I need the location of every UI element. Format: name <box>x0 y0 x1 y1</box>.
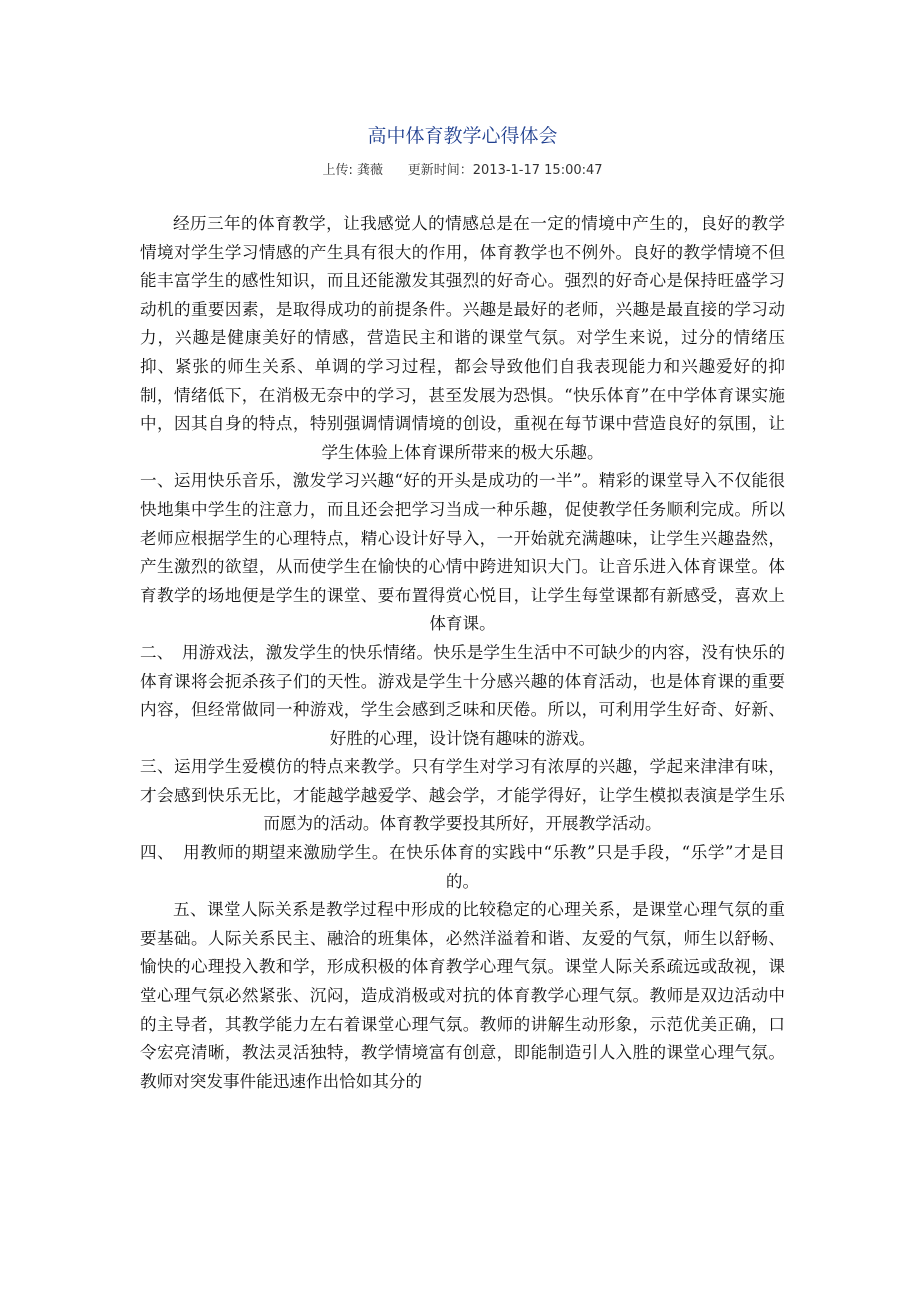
document-body <box>140 210 785 1096</box>
document-title: 高中体育教学心得体会 <box>367 125 558 147</box>
document-meta <box>140 161 785 181</box>
paragraph-intro: 经历三年的体育教学，让我感觉人的情感总是在一定的情境中产生的，良好的教学情境对学生学习情感的产生具有很大的作用，体育教学也不例外。良好的教学情境不但能丰富学生的感性知识，而且还能激发其强烈的好奇心。强烈的好奇心是保持旺盛学习动机的重要因素，是取得成功的前提条件。兴趣是最好的老师，兴趣是最直接的学习动力，兴趣是健康美好的情感，营造民主和谐的课堂气氛。对学生来说，过分的情绪压抑、紧张的师生关系、单调的学习过程，都会导致他们自我表现能力和兴趣爱好的抑制，情绪低下，在消极无奈中的学习，甚至发展为恐惧。“快乐体育”在中学体育课实施中，因其自身的特点，特别强调情调情境的创设，重视在每节课中营造良好的氛围，让学生体验上体育课所带来的极大乐趣。 <box>140 214 785 462</box>
document-page <box>140 0 785 1302</box>
paragraph-section-1: 一、运用快乐音乐，激发学习兴趣“好的开头是成功的一半”。精彩的课堂导入不仅能很快地集中学生的注意力，而且还会把学习当成一种乐趣，促使教学任务顺利完成。所以老师应根据学生的心理特点，精心设计好导入，一开始就充满趣味，让学生兴趣盎然，产生激烈的欲望，从而使学生在愉快的心情中跨进知识大门。让音乐进入体育课堂。体育教学的场地便是学生的课堂、要布置得赏心悦目，让学生每堂课都有新感受，喜欢上体育课。 <box>140 471 785 634</box>
uploader-label: 上传: 龚薇 <box>322 163 383 178</box>
updated-time-label: 更新时间：2013-1-17 15:00:47 <box>407 163 603 178</box>
paragraph-section-5: 五、课堂人际关系是教学过程中形成的比较稳定的心理关系，是课堂心理气氛的重要基础。人际关系民主、融洽的班集体，必然洋溢着和谐、友爱的气氛，师生以舒畅、愉快的心理投入教和学，形成积极的体育教学心理气氛。课堂人际关系疏远或敌视，课堂心理气氛必然紧张、沉闷，造成消极或对抗的体育教学心理气氛。教师是双边活动中的主导者，其教学能力左右着课堂心理气氛。教师的讲解生动形象，示范优美正确，口令宏亮清晰，教法灵活独特，教学情境富有创意，即能制造引人入胜的课堂心理气氛。教师对突发事件能迅速作出恰如其分的 <box>140 900 785 1091</box>
paragraph-section-3: 三、运用学生爱模仿的特点来教学。只有学生对学习有浓厚的兴趣，学起来津津有味，才会感到快乐无比，才能越学越爱学、越会学，才能学得好，让学生模拟表演是学生乐而愿为的活动。体育教学要投其所好，开展教学活动。 <box>140 757 785 834</box>
paragraph-section-4: 四、 用教师的期望来激励学生。在快乐体育的实践中“乐教”只是手段，“乐学”才是目的。 <box>140 843 785 891</box>
paragraph-section-2: 二、 用游戏法，激发学生的快乐情绪。快乐是学生生活中不可缺少的内容，没有快乐的体育课将会扼杀孩子们的天性。游戏是学生十分感兴趣的体育活动，也是体育课的重要内容，但经常做同一种游戏，学生会感到乏味和厌倦。所以，可利用学生好奇、好新、好胜的心理，设计饶有趣味的游戏。 <box>140 642 785 748</box>
meta-spacer <box>383 163 408 178</box>
